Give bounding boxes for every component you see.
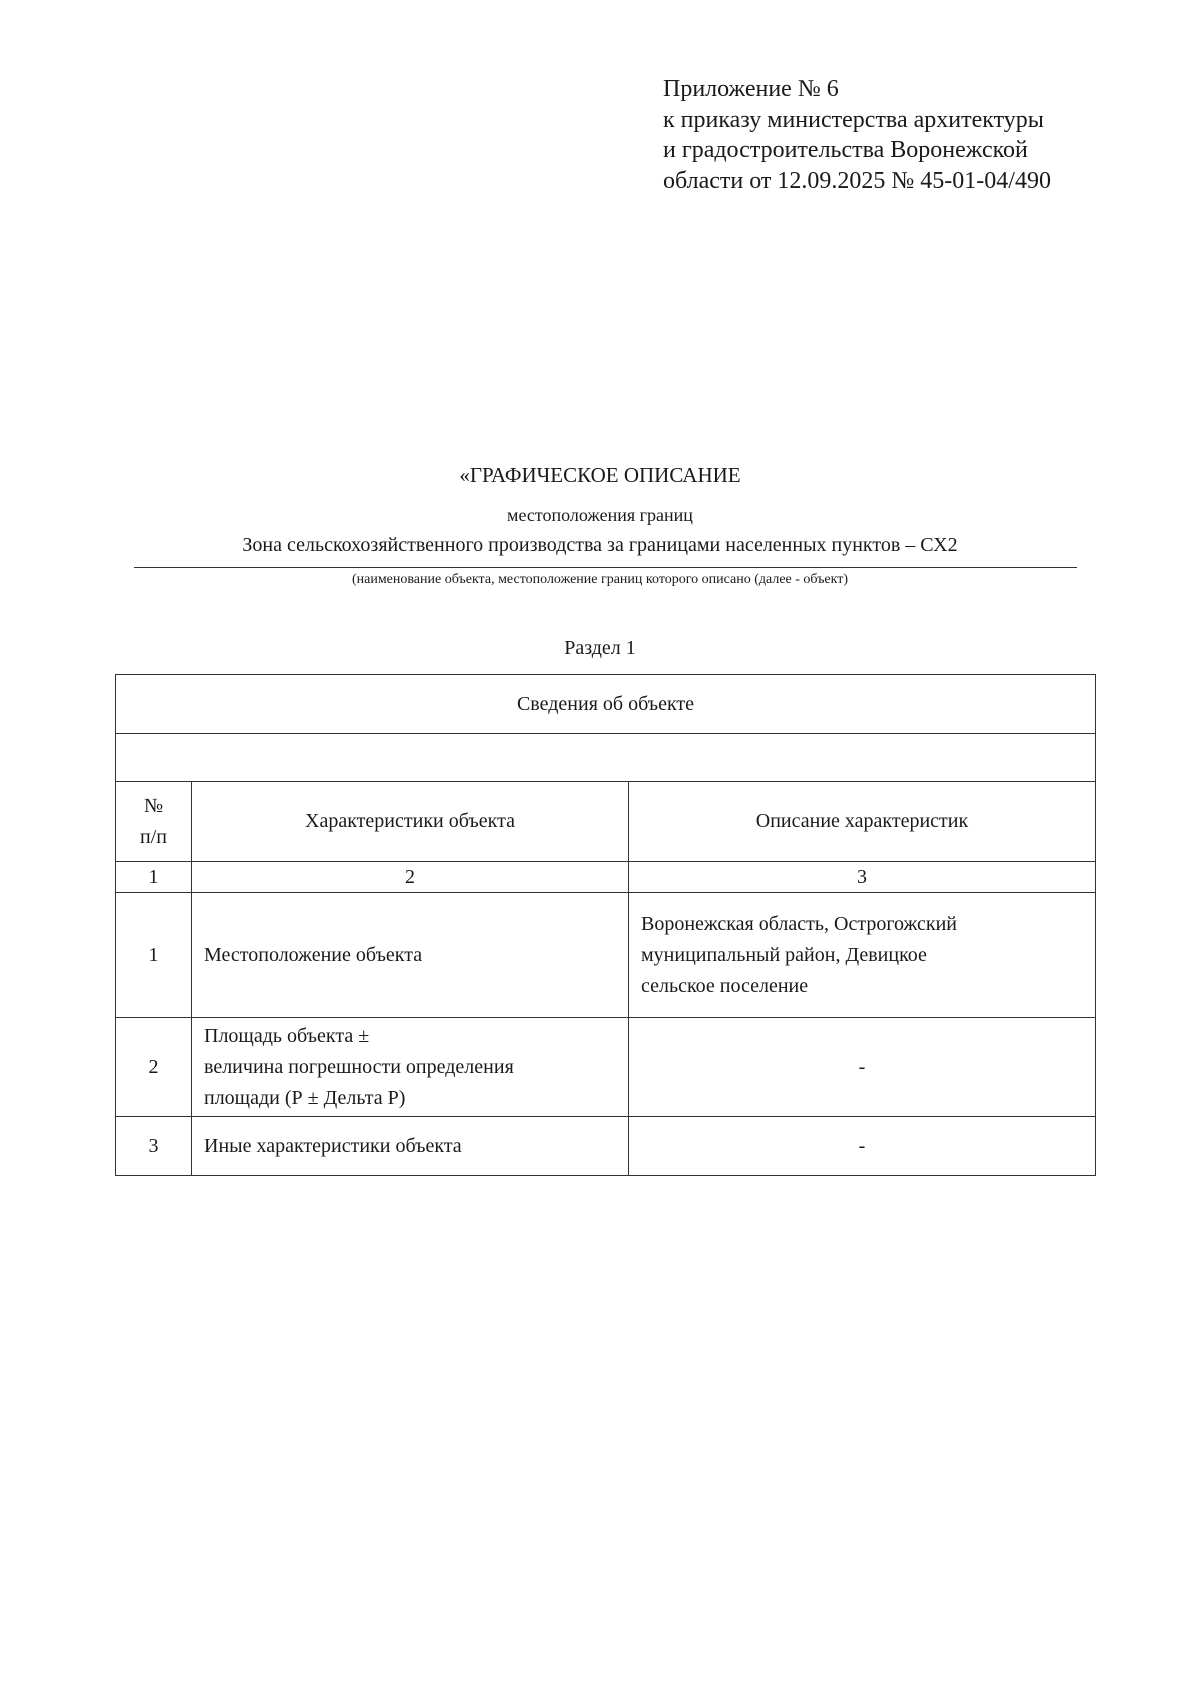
section-title: Раздел 1: [564, 637, 636, 659]
table-row: [116, 1018, 1096, 1117]
header-number: [116, 782, 192, 862]
row-number: 3: [116, 1117, 192, 1176]
row-characteristic-line: Местоположение объекта: [204, 943, 423, 966]
row-characteristic-line: величина погрешности определения: [204, 1055, 514, 1078]
table-title: Сведения об объекте: [116, 675, 1096, 734]
table-empty-cell: [116, 734, 1096, 782]
table-empty-row: [116, 734, 1096, 782]
row-number: 1: [116, 893, 192, 1018]
index-cell: 3: [629, 862, 1096, 893]
table-row: [116, 893, 1096, 1018]
document-subtitle: местоположения границ: [507, 505, 693, 525]
row-characteristic: [192, 1117, 629, 1176]
row-characteristic: [192, 893, 629, 1018]
object-name-underline: [134, 567, 1077, 568]
appendix-line: к приказу министерства архитектуры: [663, 106, 1044, 133]
row-characteristic-line: Площадь объекта ±: [204, 1024, 370, 1047]
object-name-caption: (наименование объекта, местоположение границ которого описано (далее - объект): [351, 572, 849, 587]
document-title: «ГРАФИЧЕСКОЕ ОПИСАНИЕ: [459, 463, 741, 487]
header-number-line: п/п: [140, 825, 167, 848]
appendix-header: [663, 74, 1163, 196]
table-header-row: [116, 782, 1096, 862]
appendix-line: и градостроительства Воронежской: [663, 137, 1028, 163]
index-cell: 1: [116, 862, 192, 893]
row-characteristic-line: Иные характеристики объекта: [204, 1134, 462, 1157]
header-characteristic: Характеристики объекта: [192, 782, 629, 862]
table-index-row: [116, 862, 1096, 893]
appendix-line: области от 12.09.2025 № 45-01-04/490: [663, 167, 1051, 194]
row-description-line: Воронежская область, Острогожский: [641, 912, 957, 935]
row-description: [629, 893, 1096, 1018]
row-characteristic-line: площади (Р ± Дельта Р): [204, 1086, 406, 1109]
header-number-line: №: [143, 794, 164, 817]
object-name: Зона сельскохозяйственного производства за границами населенных пунктов – СХ2: [242, 534, 958, 556]
appendix-line: Приложение № 6: [663, 76, 839, 102]
row-description-line: -: [858, 1055, 866, 1078]
row-number: 2: [116, 1018, 192, 1117]
row-characteristic: [192, 1018, 629, 1117]
row-description-line: сельское поселение: [641, 974, 809, 997]
table-title-row: [116, 675, 1096, 734]
row-description-line: -: [858, 1134, 866, 1157]
header-description: Описание характеристик: [629, 782, 1096, 862]
index-cell: 2: [192, 862, 629, 893]
object-info-table: [115, 674, 1096, 1176]
table-row: [116, 1117, 1096, 1176]
row-description-line: муниципальный район, Девицкое: [641, 943, 927, 966]
row-description: [629, 1117, 1096, 1176]
row-description: [629, 1018, 1096, 1117]
